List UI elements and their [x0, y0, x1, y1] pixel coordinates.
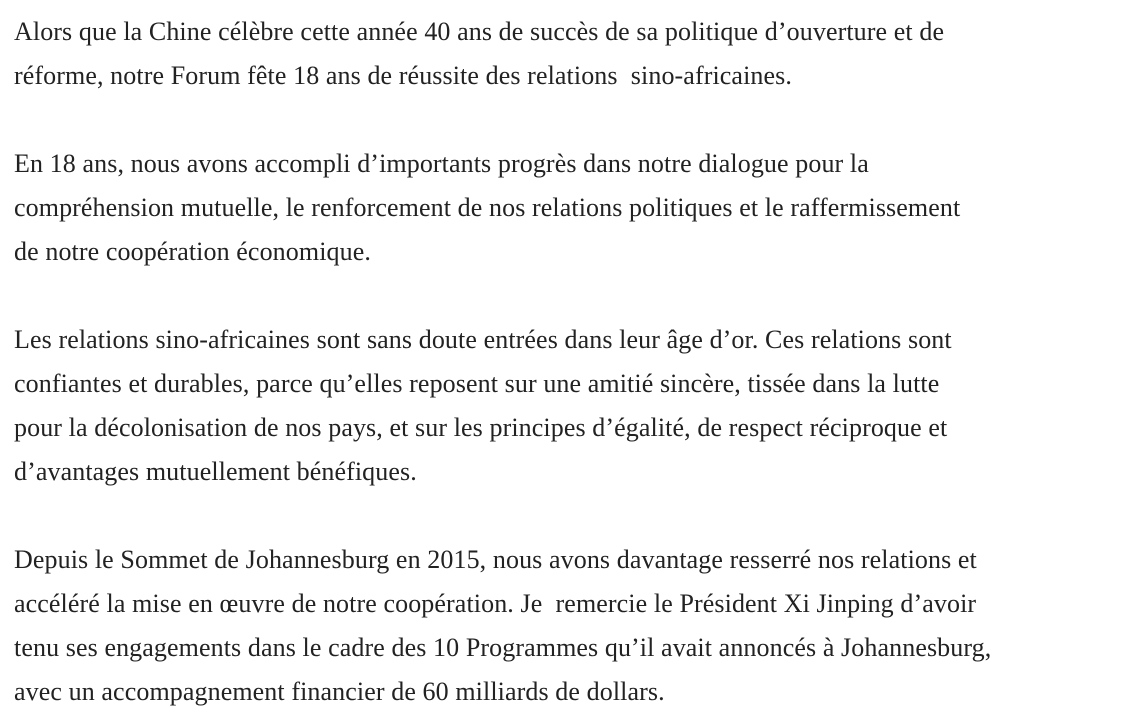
paragraph-line: tenu ses engagements dans le cadre des 10 Programmes qu’il avait annoncés à Johannesburg,	[14, 633, 992, 662]
paragraph-line: de notre coopération économique.	[14, 237, 371, 266]
paragraph-johannesburg-summit	[14, 538, 1130, 714]
paragraph-golden-age	[14, 318, 1130, 494]
paragraph-line: accéléré la mise en œuvre de notre coopération. Je remercie le Président Xi Jinping d’avoir	[14, 589, 977, 618]
paragraph-progress	[14, 142, 1130, 274]
paragraph-line: Depuis le Sommet de Johannesburg en 2015, nous avons davantage resserré nos relations et	[14, 545, 977, 574]
paragraph-line: Alors que la Chine célèbre cette année 40 ans de succès de sa politique d’ouverture et de	[14, 17, 945, 46]
paragraph-line: En 18 ans, nous avons accompli d’importants progrès dans notre dialogue pour la	[14, 149, 869, 178]
paragraph-line: d’avantages mutuellement bénéfiques.	[14, 457, 417, 486]
paragraph-line: compréhension mutuelle, le renforcement de nos relations politiques et le raffermissement	[14, 193, 961, 222]
paragraph-line: Les relations sino-africaines sont sans doute entrées dans leur âge d’or. Ces relations sont	[14, 325, 952, 354]
paragraph-forum-anniversary	[14, 10, 1130, 98]
paragraph-line: pour la décolonisation de nos pays, et sur les principes d’égalité, de respect réciproque et	[14, 413, 948, 442]
paragraph-line: confiantes et durables, parce qu’elles reposent sur une amitié sincère, tissée dans la lutte	[14, 369, 940, 398]
paragraph-line: avec un accompagnement financier de 60 milliards de dollars.	[14, 677, 665, 706]
paragraph-line: réforme, notre Forum fête 18 ans de réussite des relations sino-africaines.	[14, 61, 792, 90]
